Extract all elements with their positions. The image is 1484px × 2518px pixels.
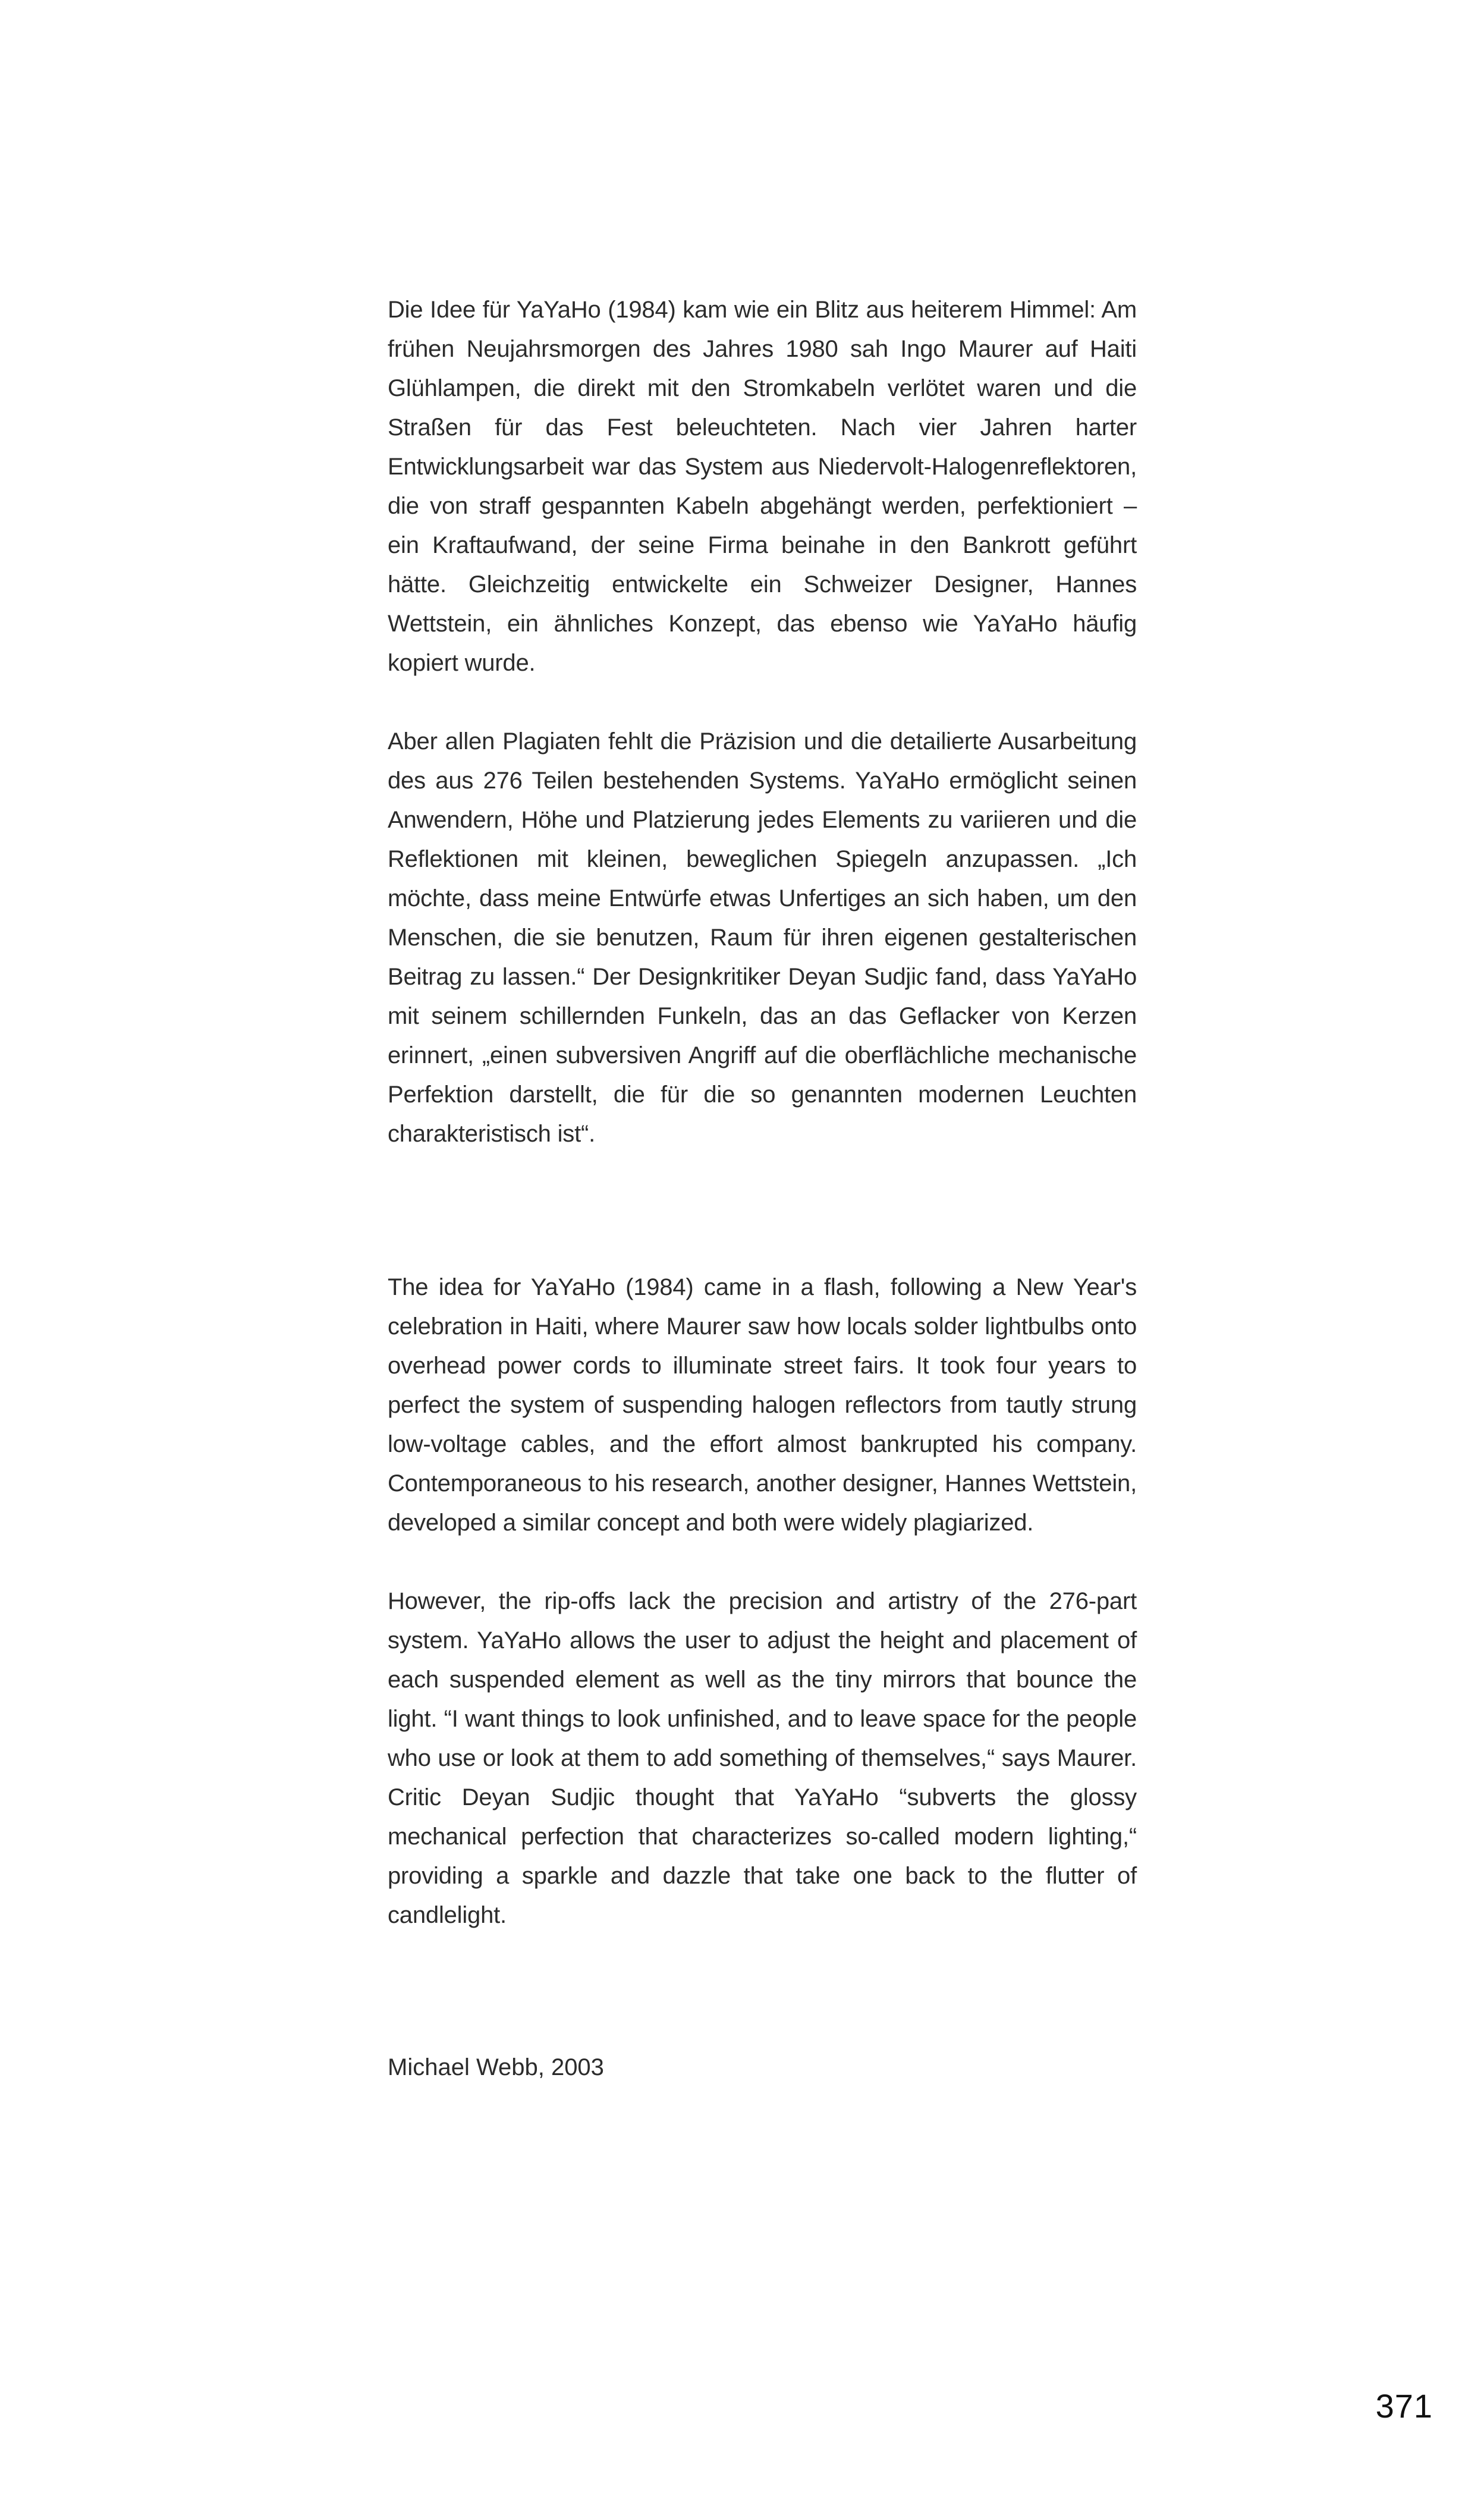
english-paragraph-1: The idea for YaYaHo (1984) came in a flash, following a New Year's celebration in Haiti, where Maurer saw how locals solder lightbulbs onto overhead power cords to illuminate street fairs. It took four years to perfect the system of suspending halogen reflectors from tautly strung low-voltage cables, and the effort almost bankrupted his company. Contemporaneous to his research, another designer, Hannes Wettstein, developed a similar concept and both were widely plagiarized. bbox=[388, 1274, 1137, 1536]
english-text-block bbox=[388, 1268, 1137, 1935]
page-number: 371 bbox=[1375, 2387, 1433, 2425]
german-paragraph-1: Die Idee für YaYaHo (1984) kam wie ein Blitz aus heiterem Himmel: Am frühen Neujahrsmorgen des Jahres 1980 sah Ingo Maurer auf Haiti Glühlampen, die direkt mit den Stromkabeln verlötet waren und die Straßen für das Fest beleuchteten. Nach vier Jahren harter Entwicklungsarbeit war das System aus Niedervolt-Halogenreflektoren, die von straff gespannten Kabeln abgehängt werden, perfektioniert – ein Kraftaufwand, der seine Firma beinahe in den Bankrott geführt hätte. Gleichzeitig entwickelte ein Schweizer Designer, Hannes Wettstein, ein ähnliches Konzept, das ebenso wie YaYaHo häufig kopiert wurde. bbox=[388, 297, 1137, 676]
german-paragraph-2: Aber allen Plagiaten fehlt die Präzision und die detailierte Ausarbeitung des aus 276 Teilen bestehenden Systems. YaYaHo ermöglicht seinen Anwendern, Höhe und Platzierung jedes Elements zu variieren und die Reflektionen mit kleinen, beweglichen Spiegeln anzupassen. „Ich möchte, dass meine Entwürfe etwas Unfertiges an sich haben, um den Menschen, die sie benutzen, Raum für ihren eigenen gestalterischen Beitrag zu lassen.“ Der Designkritiker Deyan Sudjic fand, dass YaYaHo mit seinem schillernden Funkeln, das an das Geflacker von Kerzen erinnert, „einen subversiven Angriff auf die oberflächliche mechanische Perfektion darstellt, die für die so genannten modernen Leuchten charakteristisch ist“. bbox=[388, 728, 1137, 1147]
author-signature: Michael Webb, 2003 bbox=[388, 2054, 604, 2080]
english-paragraph-2: However, the rip-offs lack the precision and artistry of the 276-part system. YaYaHo allows the user to adjust the height and placement of each suspended element as well as the tiny mirrors that bounce the light. “I want things to look unfinished, and to leave space for the people who use or look at them to add something of themselves,“ says Maurer. Critic Deyan Sudjic thought that YaYaHo “subverts the glossy mechanical perfection that characterizes so-called modern lighting,“ providing a sparkle and dazzle that take one back to the flutter of candlelight. bbox=[388, 1588, 1137, 1928]
german-text-block bbox=[388, 290, 1137, 1153]
